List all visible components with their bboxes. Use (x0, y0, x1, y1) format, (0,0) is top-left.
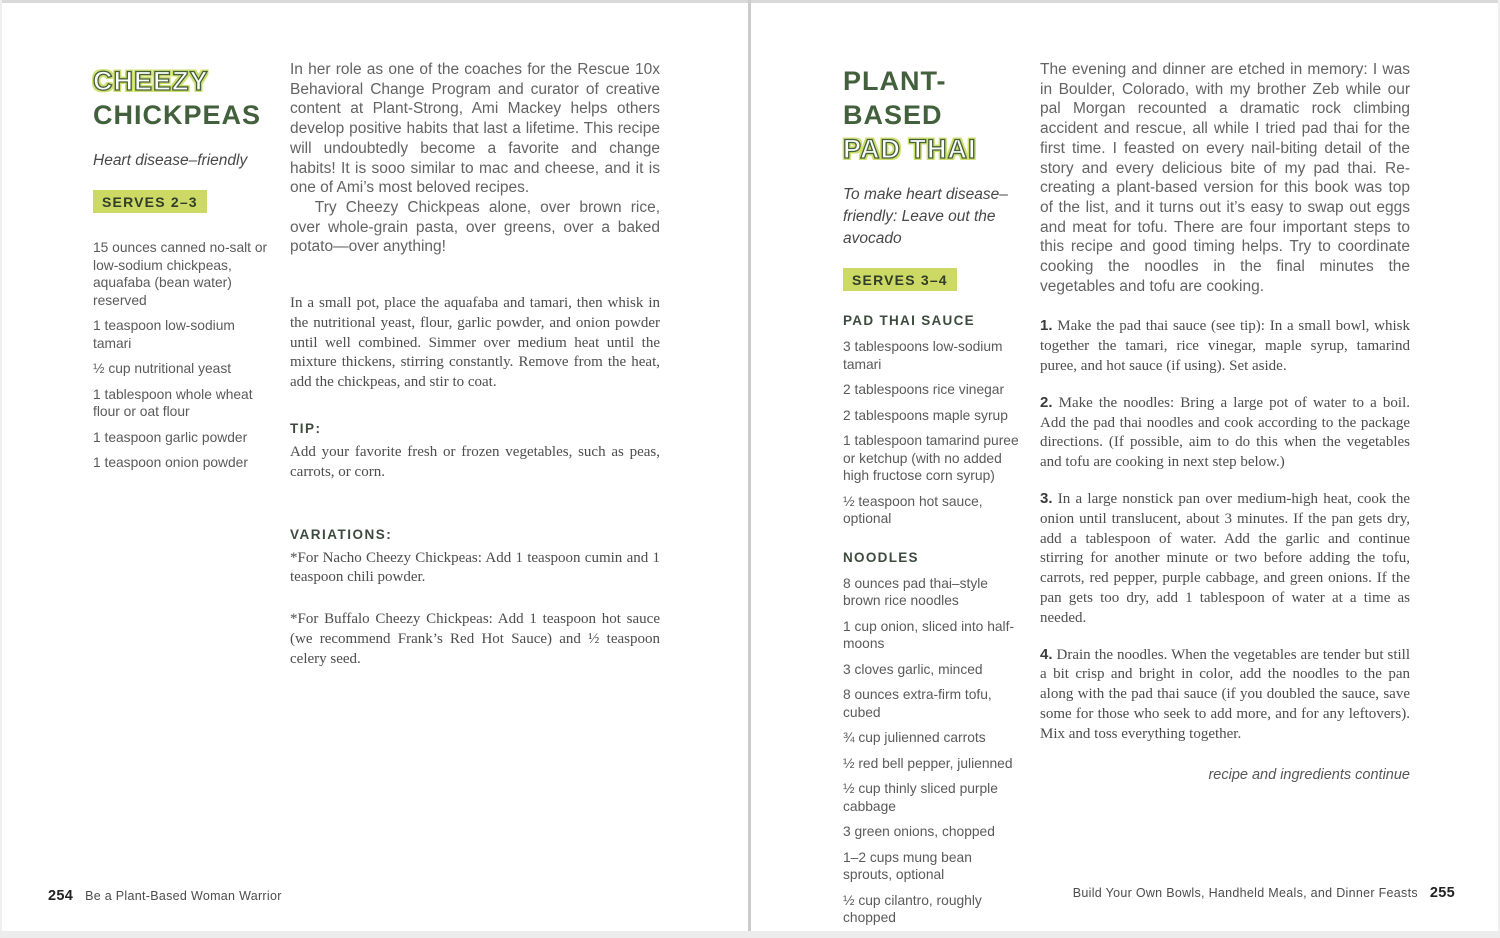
noodles-ingredient-list (843, 575, 1019, 927)
step-2-number: 2. (1040, 393, 1053, 411)
ingredient-item: 8 ounces pad thai–style brown rice noodles (843, 575, 988, 608)
tip-text: Add your favorite fresh or frozen vegetables, such as peas, carrots, or corn. (290, 444, 660, 480)
tip-heading: TIP: (290, 421, 322, 437)
step-3 (1040, 489, 1410, 629)
recipe-steps (1040, 316, 1410, 744)
right-recipe-title-outline: PAD THAI (843, 134, 977, 164)
ingredient-item: 2 tablespoons maple syrup (843, 407, 1008, 423)
left-method-paragraph: In a small pot, place the aquafaba and tamari, then whisk in the nutritional yeast, flour, garlic powder, and onion powder until well combined. Simmer over medium heat until the mixture thickens, stirring constantly. Remove from the heat, add the chickpeas, and stir to coat. (290, 295, 660, 391)
ingredient-item: ½ red bell pepper, julienned (843, 755, 1013, 771)
left-recipe-sidebar (93, 64, 269, 480)
ingredient-item: 2 tablespoons rice vinegar (843, 382, 1005, 397)
right-serves-badge: SERVES 3–4 (843, 268, 957, 291)
left-footer-title: Be a Plant-Based Woman Warrior (85, 889, 282, 903)
ingredient-item: 1 teaspoon garlic powder (93, 429, 248, 445)
step-2 (1040, 393, 1410, 473)
page-edge-bottom (0, 931, 1500, 938)
right-page-number: 255 (1429, 885, 1455, 901)
right-intro-paragraph: The evening and dinner are etched in memory: I was in Boulder, Colorado, with my brother Zeb while our pal Morgan recounted a dramatic rock climbing accident and rescue, all while I tried pad thai for the first time. I feasted on every nail-biting detail of the story and every delicious bite of my pad thai. Re-creating a plant-based version for this book was top of the list, and it turns out it’s easy to swap out eggs and meat for tofu. There are four important steps to this recipe and good timing helps. Try to coordinate cooking the noodles in the final minutes the vegetables and tofu are cooking. (1040, 61, 1410, 295)
left-recipe-title-outline: CHEEZY (93, 66, 209, 96)
step-4-number: 4. (1040, 645, 1053, 663)
ingredient-item: 1 tablespoon whole wheat flour or oat flour (93, 386, 253, 419)
ingredient-item: 15 ounces canned no-salt or low-sodium chickpeas, aquafaba (bean water) reserved (93, 240, 268, 308)
left-page-footer (48, 888, 282, 904)
left-serves-badge: SERVES 2–3 (93, 190, 207, 213)
right-recipe-body (1040, 60, 1410, 783)
right-recipe-title-line1: PLANT- (843, 66, 947, 96)
right-recipe-title-line2: BASED (843, 100, 943, 130)
sauce-ingredient-list (843, 338, 1019, 528)
ingredient-item: 1 cup onion, sliced into half-moons (843, 618, 1015, 651)
ingredient-item: 1 teaspoon low-sodium tamari (93, 318, 235, 351)
left-page-number: 254 (48, 888, 74, 904)
right-page-footer (1073, 885, 1455, 901)
center-gutter-divider (748, 0, 751, 931)
left-intro-paragraph-1: In her role as one of the coaches for the Rescue 10x Behavioral Change Program and curator of creative content at Plant-Strong, Ami Mackey helps others develop positive habits that last a lifetime. This recipe will undoubtedly become a favorite and change habits! It is sooo similar to mac and cheese, and it is one of Ami’s most beloved recipes. (290, 61, 660, 197)
step-3-number: 3. (1040, 490, 1053, 508)
ingredient-item: 1 teaspoon onion powder (93, 455, 248, 470)
noodles-section-header: NOODLES (843, 549, 919, 565)
sauce-section-header: PAD THAI SAUCE (843, 313, 975, 328)
right-recipe-title (843, 64, 1019, 166)
step-1-text: Make the pad thai sauce (see tip): In a small bowl, whisk together the tamari, rice vinegar, maple syrup, tamarind puree, and hot sauce (if using). Set aside. (1040, 318, 1410, 375)
variation-paragraph-2: *For Buffalo Cheezy Chickpeas: Add 1 teaspoon hot sauce (we recommend Frank’s Red Hot Sauce) and ½ teaspoon celery seed. (290, 611, 660, 667)
right-intro (1040, 60, 1410, 296)
variations-heading: VARIATIONS: (290, 526, 393, 542)
left-recipe-body (290, 60, 660, 670)
step-4 (1040, 645, 1410, 745)
ingredient-item: 3 tablespoons low-sodium tamari (843, 339, 1003, 372)
ingredient-item: 3 cloves garlic, minced (843, 661, 983, 677)
ingredient-item: ½ cup nutritional yeast (93, 361, 232, 376)
step-3-text: In a large nonstick pan over medium-high heat, cook the onion until translucent, about 3 minutes. If the pan gets dry, add a tablespoon of water. Add the garlic and continue stirring for another minute or two before adding the tofu, carrots, red pepper, purple cabbage, and green onions. If the pan gets too dry, add 1 tablespoon of water at a time as needed. (1040, 491, 1410, 626)
left-recipe-title (93, 64, 269, 132)
right-recipe-sidebar (843, 64, 1019, 935)
ingredient-item: ¾ cup julienned carrots (843, 730, 986, 745)
left-ingredient-list (93, 239, 269, 472)
ingredient-item: 1 tablespoon tamarind puree or ketchup (with no added high fructose corn syrup) (843, 433, 1019, 483)
left-recipe-subtitle: Heart disease–friendly (93, 152, 248, 169)
ingredient-item: 1–2 cups mung bean sprouts, optional (843, 849, 972, 882)
left-intro-paragraph-2: Try Cheezy Chickpeas alone, over brown rice, over whole-grain pasta, over greens, over a baked potato—over anything! (290, 198, 660, 256)
ingredient-item: ½ teaspoon hot sauce, optional (843, 493, 983, 526)
ingredient-item: 8 ounces extra-firm tofu, cubed (843, 687, 992, 720)
step-4-text: Drain the noodles. When the vegetables are tender but still a bit crisp and bright in color, add the noodles to the pan along with the pad thai sauce (if you doubled the sauce, save some for those who seek to add more, and for any leftovers). Mix and toss everything together. (1040, 646, 1411, 742)
ingredient-item: ½ cup thinly sliced purple cabbage (843, 781, 998, 814)
right-footer-title: Build Your Own Bowls, Handheld Meals, and Dinner Feasts (1072, 886, 1418, 900)
variation-paragraph-1: *For Nacho Cheezy Chickpeas: Add 1 teaspoon cumin and 1 teaspoon chili powder. (290, 549, 660, 586)
step-2-text: Make the noodles: Bring a large pot of water to a boil. Add the pad thai noodles and cook according to the package directions. (If possible, aim to do this when the vegetables and tofu are cooking in next step below.) (1040, 394, 1410, 471)
page-edge-left (0, 0, 2, 938)
left-recipe-title-solid: CHICKPEAS (93, 100, 262, 130)
ingredient-item: ½ cup cilantro, roughly chopped (843, 892, 982, 925)
step-1 (1040, 316, 1410, 376)
right-recipe-subtitle: To make heart disease–friendly: Leave out the avocado (843, 186, 1008, 247)
step-1-number: 1. (1040, 317, 1053, 335)
continue-note: recipe and ingredients continue (1208, 766, 1410, 783)
left-intro (290, 60, 660, 257)
ingredient-item: 3 green onions, chopped (843, 824, 995, 839)
